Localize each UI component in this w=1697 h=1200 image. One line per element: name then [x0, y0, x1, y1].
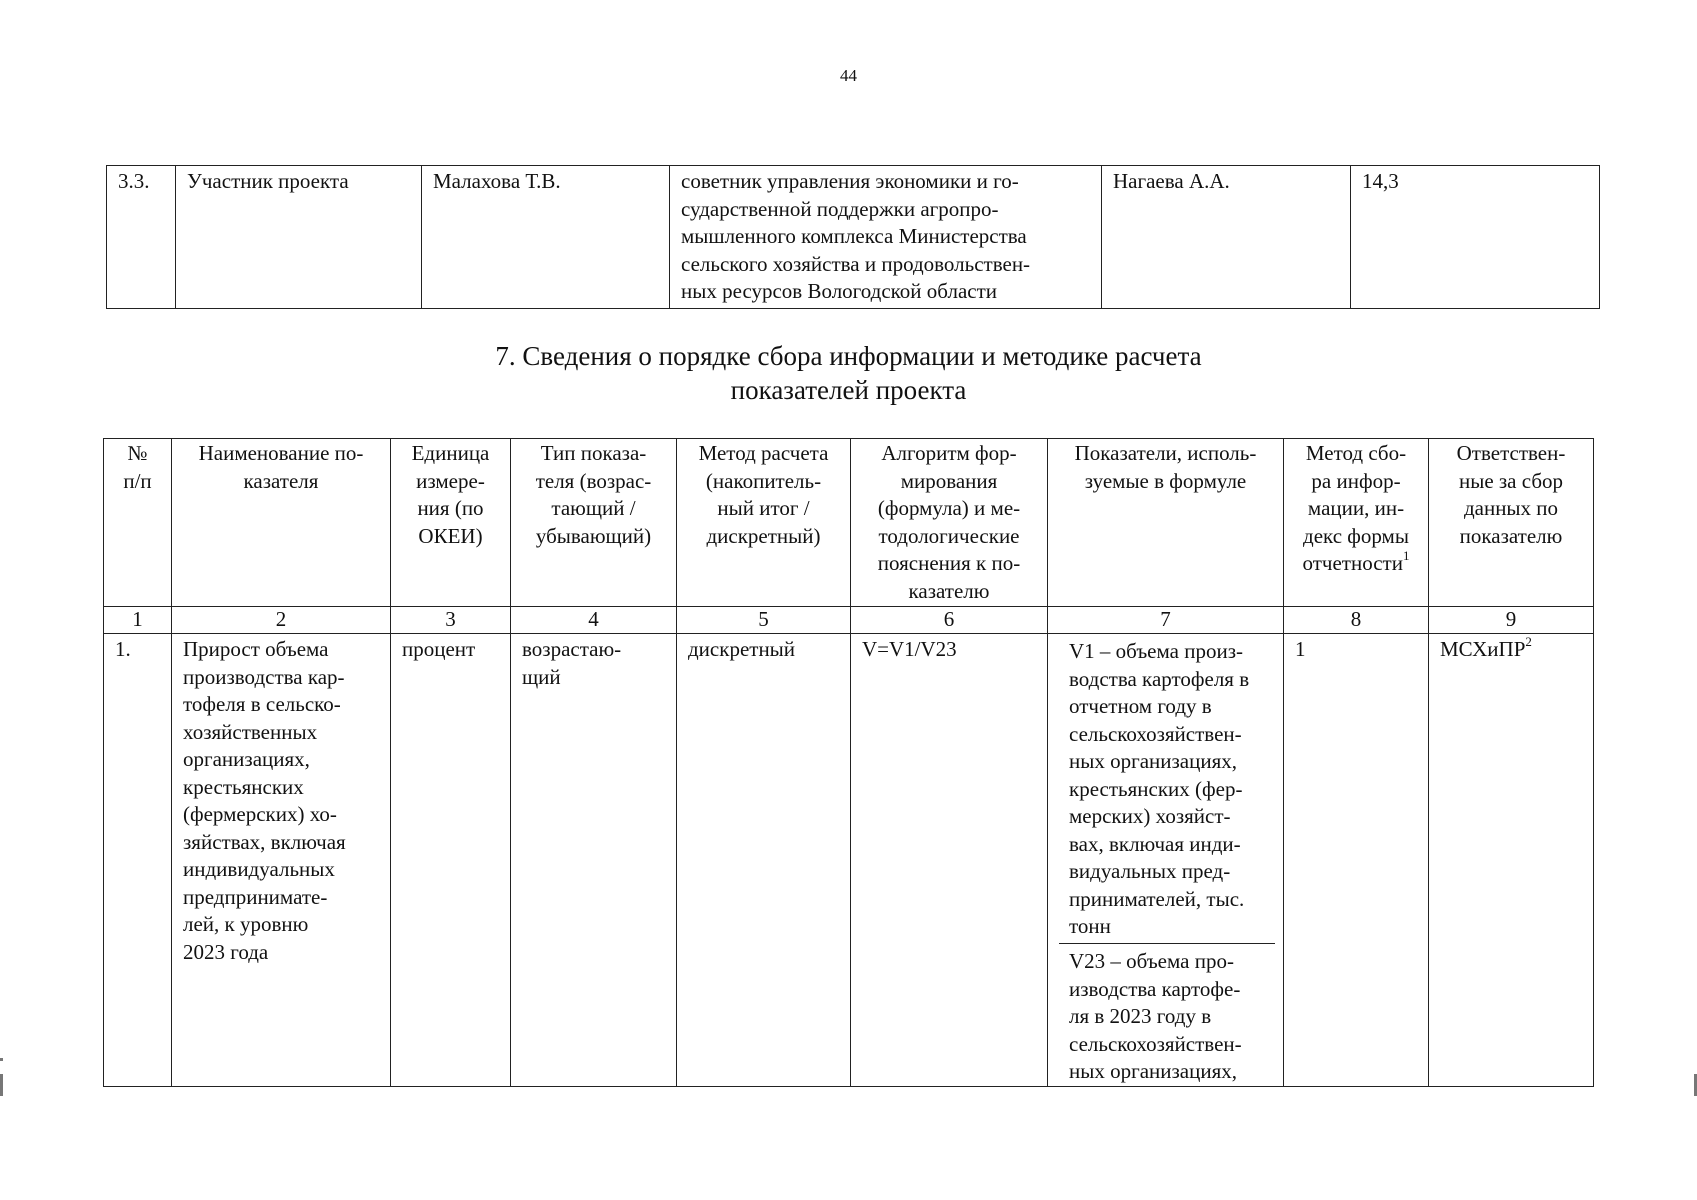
header-row: [104, 439, 1594, 607]
formula-variables: [1048, 634, 1284, 1087]
column-number: 2: [172, 607, 391, 634]
header-indicator-name: Наименование по- казателя: [172, 439, 391, 607]
column-number: 6: [851, 607, 1048, 634]
project-role: Участник проекта: [176, 166, 422, 309]
column-number: 3: [391, 607, 511, 634]
page-number: 44: [840, 66, 857, 85]
column-number: 7: [1048, 607, 1284, 634]
section-title-line-1: 7. Сведения о порядке сбора информации и методике расчета: [495, 341, 1202, 371]
section-title: [0, 339, 1697, 407]
table-row: [107, 166, 1600, 309]
column-number: 4: [511, 607, 677, 634]
footnote-marker: 1: [1402, 548, 1410, 563]
collection-method: 1: [1284, 634, 1429, 1087]
participant-position: советник управления экономики и го- сударственной поддержки агропро- мышленного комплекса Министерства сельского хозяйства и продовольствен- ных ресурсов Вологодской области: [670, 166, 1102, 309]
calc-method: дискретный: [677, 634, 851, 1087]
header-formula-indicators: Показатели, исполь- зуемые в формуле: [1048, 439, 1284, 607]
workload-percent: 14,3: [1351, 166, 1600, 309]
indicator-number: 1.: [104, 634, 172, 1087]
header-number: № п/п: [104, 439, 172, 607]
variable-v23: V23 – объема про- изводства картофе- ля в 2023 году в сельскохозяйствен- ных организациях,: [1069, 949, 1242, 1083]
indicators-table: [103, 438, 1594, 1087]
header-calc-method: Метод расчета (накопитель- ный итог / дискретный): [677, 439, 851, 607]
header-indicator-type: Тип показа- теля (возрас- тающий / убывающий): [511, 439, 677, 607]
header-collection-method: [1284, 439, 1429, 607]
participant-name: Малахова Т.В.: [422, 166, 670, 309]
section-title-line-2: показателей проекта: [730, 375, 967, 405]
column-number: 5: [677, 607, 851, 634]
indicator-name: Прирост объема производства кар- тофеля в сельско- хозяйственных организациях, крестьянских (фермерских) хо- зяйствах, включая индивидуальных предпринимате- лей, к уровню 2023 года: [172, 634, 391, 1087]
column-number: 9: [1429, 607, 1594, 634]
column-number: 8: [1284, 607, 1429, 634]
header-responsible: Ответствен- ные за сбор данных по показателю: [1429, 439, 1594, 607]
row-number: 3.3.: [107, 166, 176, 309]
table-row: [104, 634, 1594, 1087]
scan-edge-mark: [0, 1058, 3, 1061]
indicator-unit: процент: [391, 634, 511, 1087]
footnote-marker: 2: [1525, 634, 1532, 649]
header-collection-method-text: Метод сбо- ра инфор- мации, ин- декс формы отчетности: [1302, 441, 1409, 575]
direct-supervisor: Нагаева А.А.: [1102, 166, 1351, 309]
header-unit: Единица измере- ния (по ОКЕИ): [391, 439, 511, 607]
responsible-text: МСХиПР: [1440, 637, 1526, 661]
responsible: [1429, 634, 1594, 1087]
participants-table: [106, 165, 1600, 309]
scan-edge-mark: [0, 1074, 3, 1096]
formula: V=V1/V23: [851, 634, 1048, 1087]
header-algorithm: Алгоритм фор- мирования (формула) и ме- тодологические пояснения к по- казателю: [851, 439, 1048, 607]
indicator-type: возрастаю- щий: [511, 634, 677, 1087]
column-numbers-row: [104, 607, 1594, 634]
variable-v1: V1 – объема произ- водства картофеля в отчетном году в сельскохозяйствен- ных организациях, крестьянских (фер- мерских) хозяйст- вах, включая инди- видуальных пред- принимателей, тыс. тонн: [1059, 636, 1275, 944]
column-number: 1: [104, 607, 172, 634]
